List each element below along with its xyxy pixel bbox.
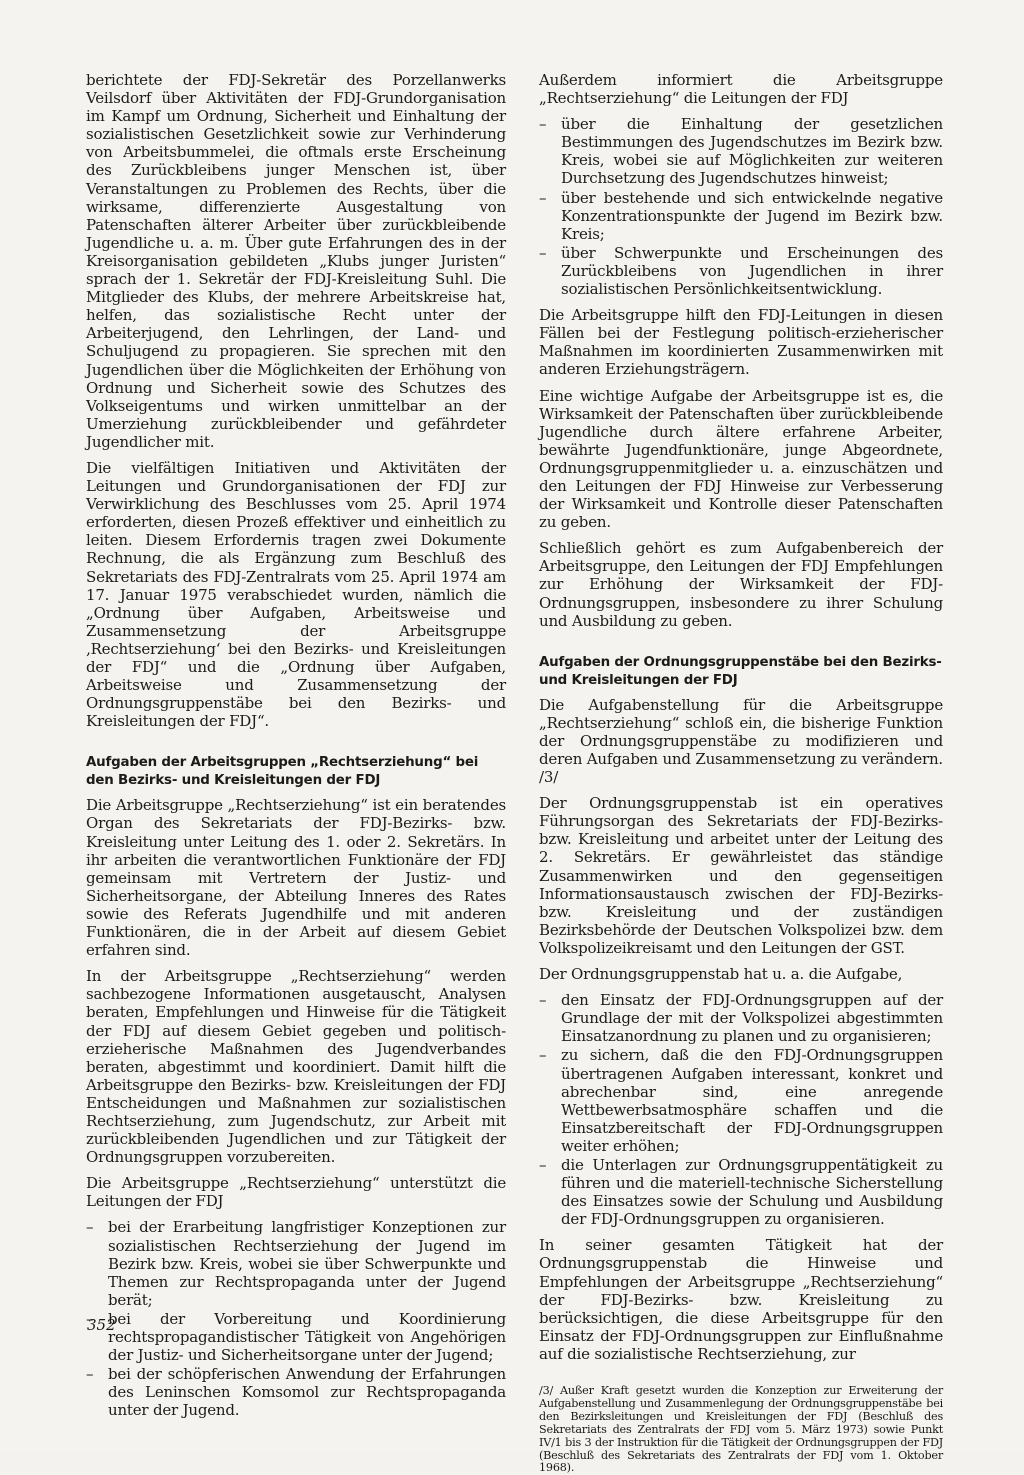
section-heading: Aufgaben der Arbeitsgruppen „Rechtserziehung“ bei den Bezirks- und Kreisleitungen der FDJ (86, 755, 479, 789)
list-item: – bei der Erarbeitung langfristiger Konzeptionen zur sozialistischen Rechtserziehung der Jugend im Bezirk bzw. Kreis, wobei sie über Schwerpunkte und Themen zur Rechtspropaganda unter der Jugend berät; (86, 1218, 506, 1308)
page-number: 352 (87, 1316, 116, 1334)
paragraph: Eine wichtige Aufgabe der Arbeitsgruppe ist es, die Wirksamkeit der Patenschaften über zurückbleibende Jugendliche durch ältere erfahrene Arbeiter, bewährte Jugendfunktionäre, junge Abgeordnete, Ordnungsgruppenmitglieder u. a. einzuschätzen und den Leitungen der FDJ Hinweise zur Verbesserung der Wirksamkeit und Kontrolle dieser Patenschaften zu geben. (539, 386, 943, 532)
list-item: – den Einsatz der FDJ-Ordnungsgruppen auf der Grundlage der mit der Volkspolizei abgestimmten Einsatzanordnung zu planen und zu organisieren; (539, 991, 943, 1045)
list-item: – bei der Vorbereitung und Koordinierung rechtspropagandistischer Tätigkeit von Angehörigen der Justiz- und Sicherheitsorgane unter der Jugend; (86, 1310, 506, 1364)
paragraph: Die Arbeitsgruppe hilft den FDJ-Leitungen in diesen Fällen bei der Festlegung politisch-erzieherischer Maßnahmen im koordinierten Zusammenwirken mit anderen Erziehungsträgern. (539, 306, 943, 379)
dash-list (539, 115, 943, 298)
paragraph: In seiner gesamten Tätigkeit hat der Ordnungsgruppenstab die Hinweise und Empfehlungen der Arbeitsgruppe „Rechtserziehung“ der FDJ-Bezirks- bzw. Kreisleitung zu berücksichtigen, die diese Arbeitsgruppe für den Einsatz der FDJ-Ordnungsgruppen zur Einflußnahme auf die sozialistische Rechtserziehung, zur (539, 1236, 943, 1363)
paragraph: Die Aufgabenstellung für die Arbeitsgruppe „Rechtserziehung“ schloß ein, die bisherige Funktion der Ordnungsgruppenstäbe zu modifizieren und deren Aufgaben und Zusammensetzung zu verändern. /3/ (539, 695, 943, 787)
paragraph: Der Ordnungsgruppenstab ist ein operatives Führungsorgan des Sekretariats der FDJ-Bezirks- bzw. Kreisleitung und arbeitet unter der Leitung des 2. Sekretärs. Er gewährleistet das ständige Zusammenwirken und den gegenseitigen Informationsaustausch zwischen der FDJ-Bezirks- bzw. Kreisleitung und der zuständigen Bezirksbehörde der Deutschen Volkspolizei bzw. dem Volkspolizeikreisamt und den Leitungen der GST. (539, 794, 943, 957)
left-column (86, 71, 506, 1427)
footnote: /3/ Außer Kraft gesetzt wurden die Konzeption zur Erweiterung der Aufgabenstellung und Zusammenlegung der Ordnungsgruppenstäbe bei den Bezirksleitungen und Kreisleitungen der FDJ (Beschluß des Sekretariats des Zentralrats der FDJ vom 5. März 1973) sowie Punkt IV/1 bis 3 der Instruktion für die Tätigkeit der Ordnungsgruppen der FDJ (Beschluß des Sekretariats des Zentralrats der FDJ vom 1. Oktober 1968). (539, 1384, 943, 1475)
list-item: – über Schwerpunkte und Erscheinungen des Zurückbleibens von Jugendlichen in ihrer sozialistischen Persönlichkeitsentwicklung. (539, 244, 943, 298)
paragraph: Außerdem informiert die Arbeitsgruppe „Rechtserziehung“ die Leitungen der FDJ (539, 71, 943, 108)
list-item: – die Unterlagen zur Ordnungsgruppentätigkeit zu führen und die materiell-technische Sicherstellung des Einsatzes sowie der Schulung und Ausbildung der FDJ-Ordnungsgruppen zu organisieren. (539, 1156, 943, 1228)
list-item: – über die Einhaltung der gesetzlichen Bestimmungen des Jugendschutzes im Bezirk bzw. Kreis, wobei sie auf Möglichkeiten zur weiteren Durchsetzung des Jugendschutzes hinweist; (539, 115, 943, 187)
paragraph: Der Ordnungsgruppenstab hat u. a. die Aufgabe, (539, 965, 903, 984)
paragraph: Die Arbeitsgruppe „Rechtserziehung“ unterstützt die Leitungen der FDJ (86, 1174, 506, 1211)
dash-list (539, 991, 943, 1228)
right-column (539, 71, 943, 1475)
list-item: – über bestehende und sich entwickelnde negative Konzentrationspunkte der Jugend im Bezirk bzw. Kreis; (539, 189, 943, 243)
paragraph: Die vielfältigen Initiativen und Aktivitäten der Leitungen und Grundorganisationen der FDJ zur Verwirklichung des Beschlusses vom 25. April 1974 erforderten, diesen Prozeß effektiver und einheitlich zu leiten. Diesem Erfordernis tragen zwei Dokumente Rechnung, die als Ergänzung zum Beschluß des Sekretariats des FDJ-Zentralrats vom 25. April 1974 am 17. Januar 1975 verabschiedet wurden, nämlich die „Ordnung über Aufgaben, Arbeitsweise und Zusammensetzung der Arbeitsgruppe ‚Rechtserziehung‘ bei den Bezirks- und Kreisleitungen der FDJ“ und die „Ordnung über Aufgaben, Arbeitsweise und Zusammensetzung der Ordnungsgruppenstäbe bei den Bezirks- und Kreisleitungen der FDJ“. (86, 458, 506, 731)
list-item: – bei der schöpferischen Anwendung der Erfahrungen des Leninschen Komsomol zur Rechtspropaganda unter der Jugend. (86, 1365, 506, 1419)
dash-list (86, 1218, 506, 1419)
paragraph: berichtete der FDJ-Sekretär des Porzellanwerks Veilsdorf über Aktivitäten der FDJ-Grundorganisation im Kampf um Ordnung, Sicherheit und Einhaltung der sozialistischen Gesetzlichkeit sowie zur Verhinderung von Arbeitsbummelei, die oftmals erste Erscheinung des Zurückbleibens junger Menschen ist, über Veranstaltungen zu Problemen des Rechts, über die wirksame, differenzierte Ausgestaltung von Patenschaften älterer Arbeiter über zurückbleibende Jugendliche u. a. m. Über gute Erfahrungen des in der Kreisorganisation gebildeten „Klubs junger Juristen“ sprach der 1. Sekretär der FDJ-Kreisleitung Suhl. Die Mitglieder des Klubs, der mehrere Arbeitskreise hat, helfen, das sozialistische Recht unter der Arbeiterjugend, den Lehrlingen, der Land- und Schuljugend zu propagieren. Sie sprechen mit den Jugendlichen über die Möglichkeiten der Erhöhung von Ordnung und Sicherheit sowie des Schutzes des Volkseigentums und wirken unmittelbar an der Umerziehung zurückbleibender und gefährdeter Jugendlicher mit. (86, 71, 506, 451)
list-item: – zu sichern, daß die den FDJ-Ordnungsgruppen übertragenen Aufgaben interessant, konkret und abrechenbar sind, eine anregende Wettbewerbsatmosphäre schaffen und die Einsatzbereitschaft der FDJ-Ordnungsgruppen weiter erhöhen; (539, 1046, 943, 1155)
paragraph: Die Arbeitsgruppe „Rechtserziehung“ ist ein beratendes Organ des Sekretariats der FDJ-Bezirks- bzw. Kreisleitung unter Leitung des 1. oder 2. Sekretärs. In ihr arbeiten die verantwortlichen Funktionäre der FDJ gemeinsam mit Vertretern der Justiz- und Sicherheitsorgane, der Abteilung Inneres des Rates sowie des Referats Jugendhilfe und mit anderen Funktionären, die in der Arbeit auf diesem Gebiet erfahren sind. (86, 796, 506, 960)
section-heading: Aufgaben der Ordnungsgruppenstäbe bei den Bezirks- und Kreisleitungen der FDJ (539, 654, 942, 688)
paragraph: Schließlich gehört es zum Aufgabenbereich der Arbeitsgruppe, den Leitungen der FDJ Empfehlungen zur Erhöhung der Wirksamkeit der FDJ-Ordnungsgruppen, insbesondere zu ihrer Schulung und Ausbildung zu geben. (539, 539, 943, 630)
paragraph: In der Arbeitsgruppe „Rechtserziehung“ werden sachbezogene Informationen ausgetauscht, Analysen beraten, Empfehlungen und Hinweise für die Tätigkeit der FDJ auf diesem Gebiet gegeben und politisch-erzieherische Maßnahmen des Jugendverbandes beraten, abgestimmt und koordiniert. Damit hilft die Arbeitsgruppe den Bezirks- bzw. Kreisleitungen der FDJ Entscheidungen und Maßnahmen zur sozialistischen Rechtserziehung, zum Jugendschutz, zur Arbeit mit zurückbleibenden Jugendlichen und zur Tätigkeit der Ordnungsgruppen vorzubereiten. (86, 967, 506, 1167)
